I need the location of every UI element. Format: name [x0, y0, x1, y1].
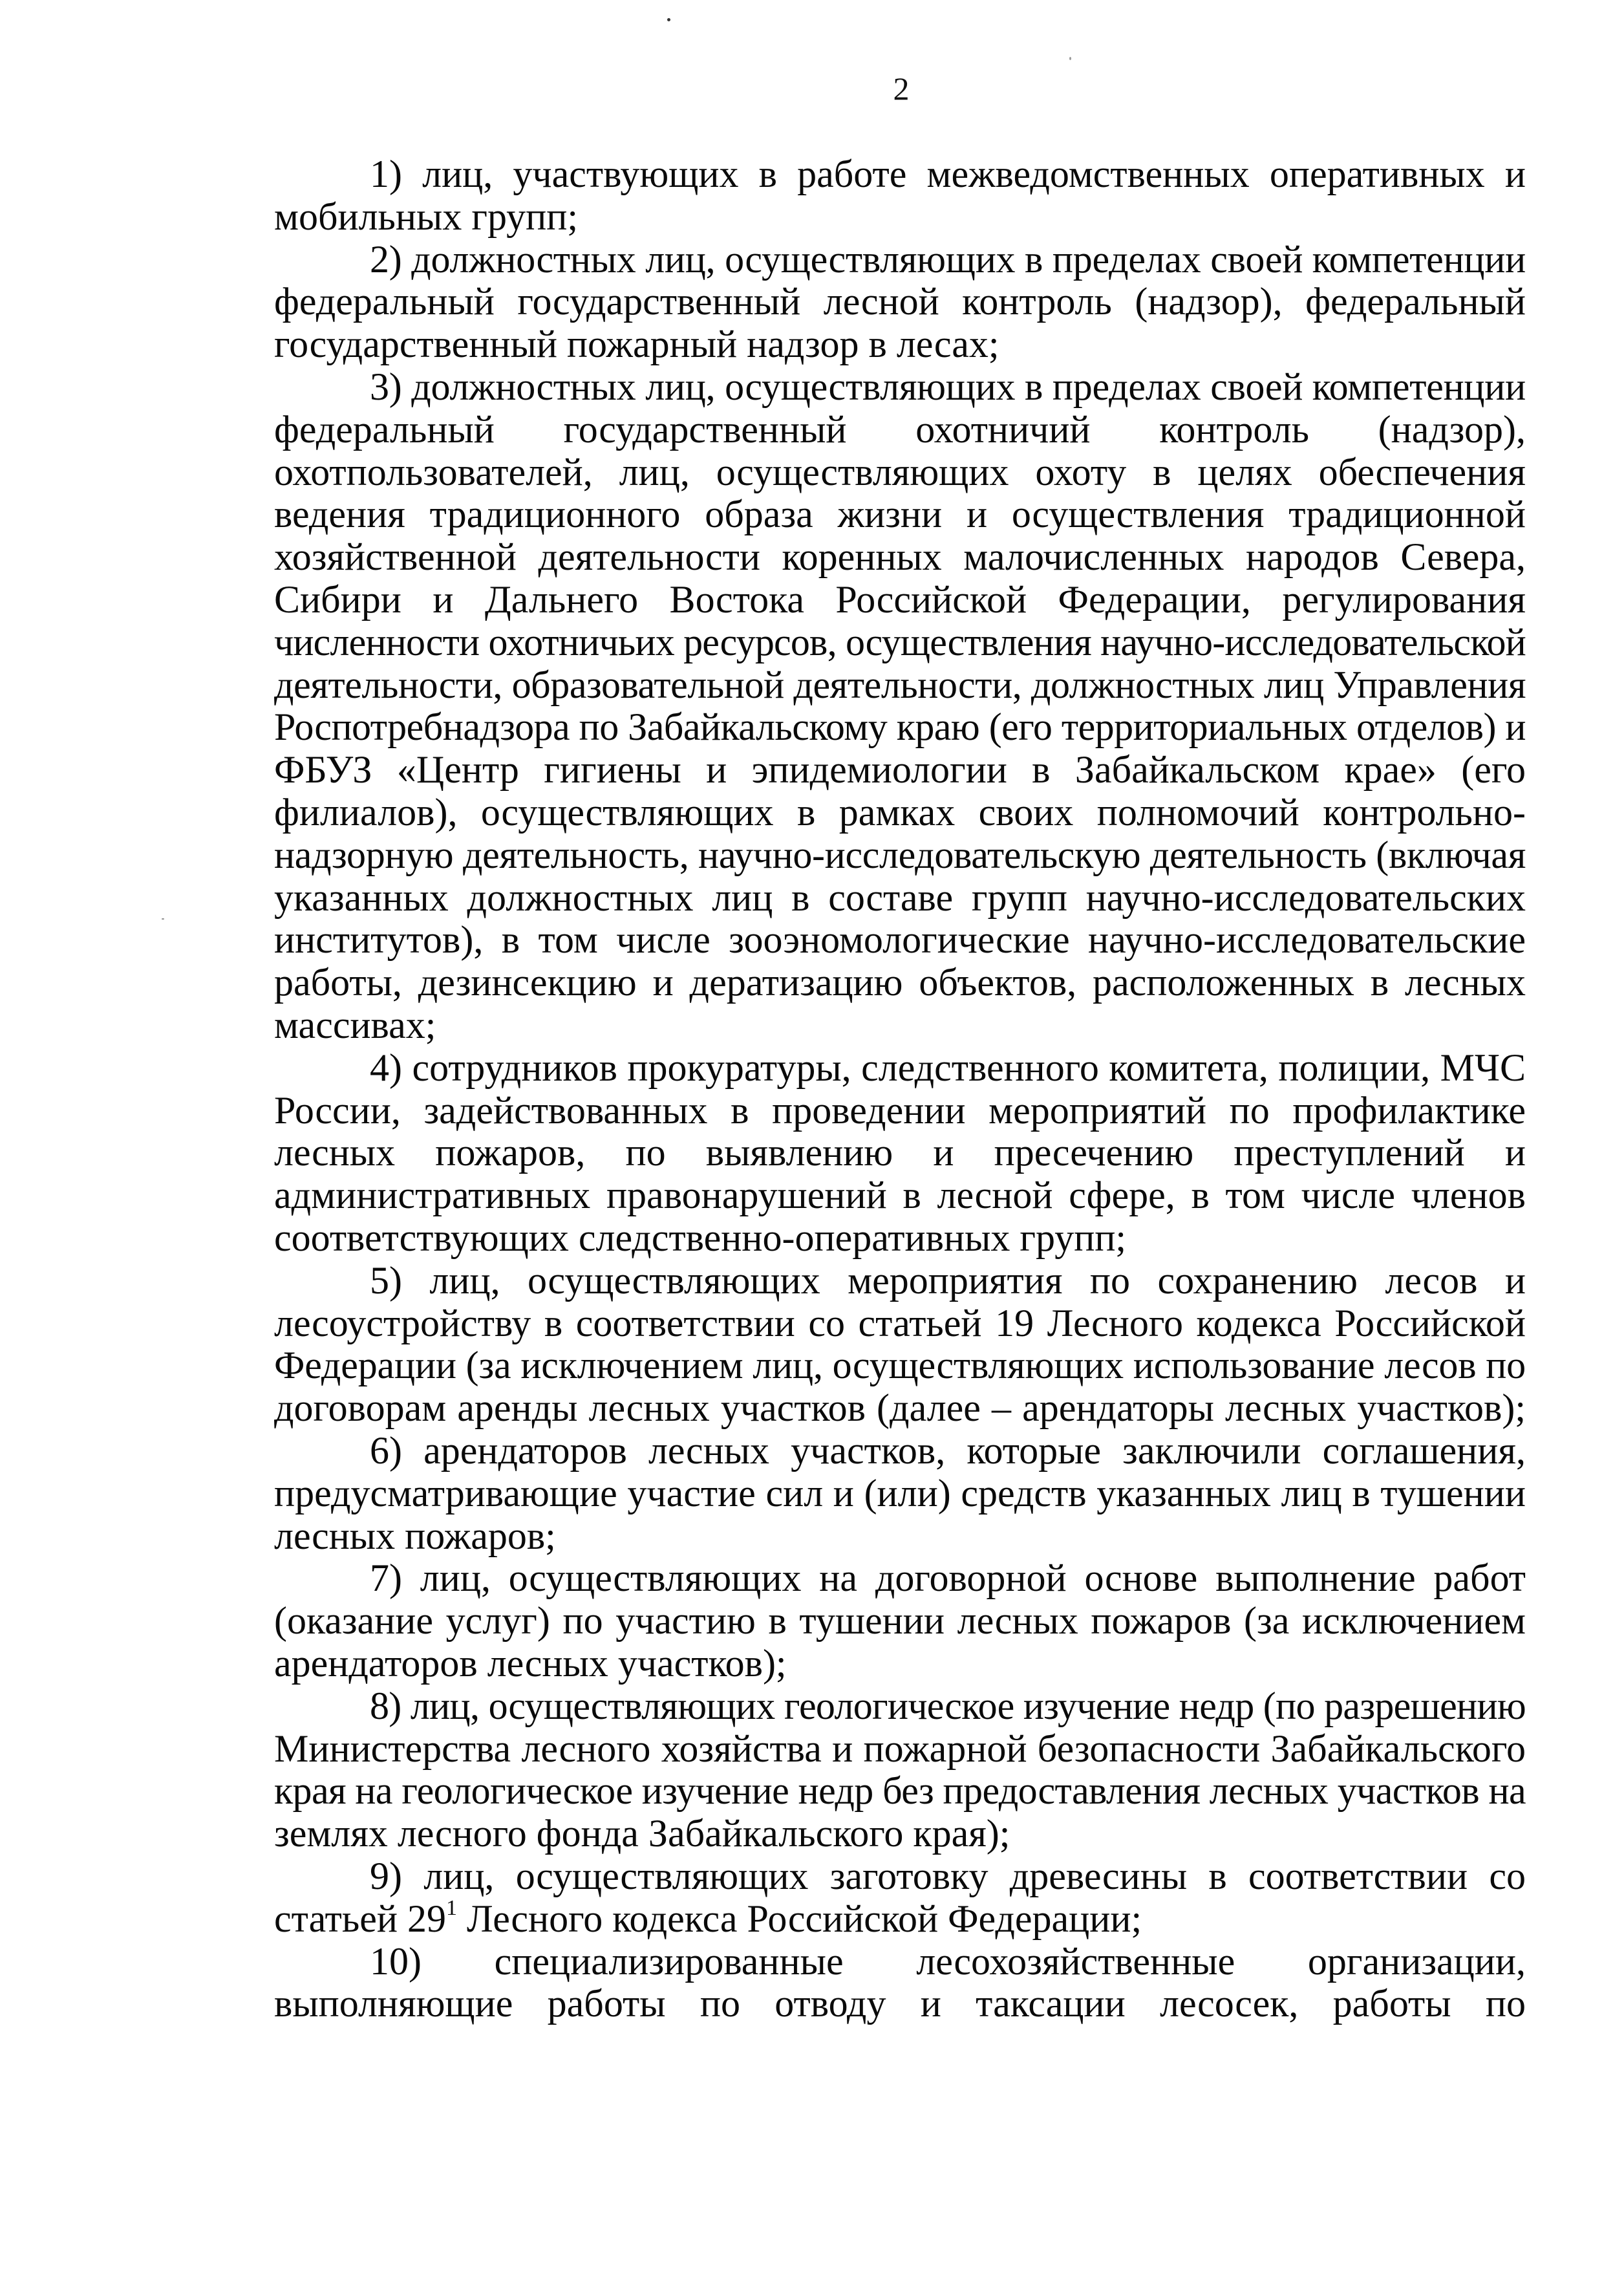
- text-line-inner: [274, 535, 1526, 578]
- text-line: [274, 323, 1526, 365]
- text-line-content: 9) лиц, осуществляющих заготовку древесины в соответствии со: [370, 1855, 1526, 1897]
- text-line: [274, 791, 1526, 834]
- text-line-inner: [370, 1429, 1526, 1472]
- text-line-content: ФБУЗ «Центр гигиены и эпидемиологии в Забайкальском крае» (его: [274, 748, 1526, 792]
- text-line: [274, 1642, 1526, 1685]
- scan-speck: [667, 18, 670, 21]
- text-line: [274, 961, 1526, 1004]
- scan-speck: [1069, 57, 1071, 60]
- text-line-content: предусматривающие участие сил и (или) средств указанных лиц в тушении: [274, 1471, 1526, 1515]
- text-line-content: численности охотничьих ресурсов, осуществления научно-исследовательской: [274, 620, 1526, 663]
- text-line-content: надзорную деятельность, научно-исследовательскую деятельность (включая: [274, 833, 1526, 876]
- text-line-content: хозяйственной деятельности коренных малочисленных народов Севера,: [274, 535, 1526, 579]
- text-line-inner: [274, 706, 1526, 748]
- text-line: [274, 451, 1526, 493]
- text-line-inner: [274, 1131, 1526, 1174]
- text-line-content: 3) должностных лиц, осуществляющих в пределах своей компетенции: [370, 365, 1526, 408]
- text-line: [274, 1769, 1526, 1812]
- text-line-inner: [274, 1727, 1526, 1770]
- text-line: [274, 1897, 1526, 1940]
- text-line-content: (оказание услуг) по участию в тушении лесных пожаров (за исключением: [274, 1599, 1526, 1643]
- text-line-inner: [274, 1174, 1526, 1216]
- text-line-content: Сибири и Дальнего Востока Российской Федерации, регулирования: [274, 578, 1526, 621]
- text-line-content: 1) лиц, участвующих в работе межведомственных оперативных и: [370, 153, 1526, 195]
- text-line: [274, 1812, 1526, 1855]
- text-line: [274, 876, 1526, 919]
- text-line-inner: [370, 1557, 1526, 1599]
- text-line-inner: [274, 451, 1526, 493]
- text-line-content: институтов), в том числе зооэномологические научно-исследовательские: [274, 918, 1526, 962]
- text-line-content: указанных должностных лиц в составе групп научно-исследовательских: [274, 876, 1526, 919]
- text-line: [274, 1131, 1526, 1174]
- text-line-content: государственный пожарный надзор в лесах;: [274, 323, 999, 366]
- text-line-content: 7) лиц, осуществляющих на договорной основе выполнение работ: [370, 1557, 1526, 1600]
- text-line: [370, 238, 1526, 281]
- scan-speck: [162, 918, 164, 920]
- text-line-inner: [370, 365, 1526, 408]
- text-line-inner: [274, 323, 999, 365]
- text-line-inner: [274, 876, 1526, 919]
- text-line: [274, 1004, 1526, 1046]
- text-line-content: 10) специализированные лесохозяйственные организации,: [370, 1939, 1526, 1983]
- text-line-inner: [274, 1004, 436, 1046]
- text-line-content: федеральный государственный лесной контроль (надзор), федеральный: [274, 280, 1526, 323]
- text-line-content: федеральный государственный охотничий контроль (надзор),: [274, 407, 1526, 451]
- text-line: [370, 1046, 1526, 1089]
- text-line-inner: [370, 1940, 1526, 1983]
- text-line: [274, 1982, 1526, 2025]
- text-line: [274, 706, 1526, 748]
- text-line-content: статьей 29: [274, 1897, 446, 1940]
- text-line-inner: [370, 153, 1526, 195]
- text-line-inner: [370, 1685, 1526, 1727]
- text-line: [370, 1940, 1526, 1983]
- text-line-content: землях лесного фонда Забайкальского края);: [274, 1812, 1010, 1855]
- text-line-inner: [274, 834, 1526, 876]
- text-line: [274, 1344, 1526, 1386]
- superscript: 1: [446, 1895, 457, 1920]
- text-line-content: мобильных групп;: [274, 195, 579, 238]
- text-line: [274, 195, 1526, 238]
- text-line: [274, 1174, 1526, 1216]
- text-line-content: края на геологическое изучение недр без предоставления лесных участков на: [274, 1769, 1526, 1813]
- text-line-inner: [370, 238, 1526, 281]
- text-line: [274, 1515, 1526, 1557]
- text-line: [274, 493, 1526, 535]
- text-line-inner: [274, 280, 1526, 323]
- text-line-inner: [370, 1046, 1526, 1089]
- text-line-content: ведения традиционного образа жизни и осуществления традиционной: [274, 493, 1526, 536]
- text-line-content: лесоустройству в соответствии со статьей 19 Лесного кодекса Российской: [274, 1301, 1526, 1344]
- text-line-inner: [274, 918, 1526, 961]
- text-line-content: арендаторов лесных участков);: [274, 1642, 787, 1685]
- text-line: [274, 1089, 1526, 1132]
- text-line-content: 8) лиц, осуществляющих геологическое изучение недр (по разрешению: [370, 1684, 1526, 1727]
- text-line: [370, 153, 1526, 195]
- text-line: [274, 621, 1526, 663]
- text-line-inner: [274, 791, 1526, 834]
- text-line-inner: [370, 1259, 1526, 1302]
- text-line-inner: [274, 1386, 1526, 1429]
- text-line-inner: [274, 1642, 787, 1685]
- text-line-inner: [274, 621, 1526, 663]
- text-line: [274, 280, 1526, 323]
- text-line-content: Роспотребнадзора по Забайкальскому краю (его территориальных отделов) и: [274, 706, 1526, 749]
- text-line-inner: [274, 1344, 1526, 1386]
- text-line-inner: [274, 195, 578, 238]
- text-line: [274, 578, 1526, 621]
- text-line-content: выполняющие работы по отводу и таксации лесосек, работы по: [274, 1982, 1526, 2025]
- text-line: [274, 1302, 1526, 1344]
- text-line-inner: [274, 1472, 1526, 1515]
- text-line-inner: [274, 1769, 1526, 1812]
- text-line: [370, 1685, 1526, 1727]
- text-line: [274, 1386, 1526, 1429]
- text-line-inner: [274, 1599, 1526, 1642]
- text-line-inner: [274, 748, 1526, 791]
- text-line: [370, 1259, 1526, 1302]
- text-line: [370, 365, 1526, 408]
- text-line-content: 6) арендаторов лесных участков, которые заключили соглашения,: [370, 1429, 1526, 1472]
- text-line-content: 5) лиц, осуществляющих мероприятия по сохранению лесов и: [370, 1258, 1526, 1302]
- text-line-content: работы, дезинсекцию и дератизацию объектов, расположенных в лесных: [274, 961, 1526, 1004]
- text-line-inner: [274, 663, 1526, 706]
- text-line-content: лесных пожаров, по выявлению и пресечению преступлений и: [274, 1131, 1526, 1174]
- text-line-content: филиалов), осуществляющих в рамках своих полномочий контрольно-: [274, 791, 1526, 834]
- text-line-content: договорам аренды лесных участков (далее – арендаторы лесных участков);: [274, 1386, 1526, 1430]
- text-line: [274, 1599, 1526, 1642]
- text-line: [274, 663, 1526, 706]
- text-line: [274, 1216, 1526, 1259]
- text-line-inner: [370, 1855, 1526, 1897]
- text-line-inner: [274, 1897, 1142, 1940]
- text-line-inner: [274, 493, 1526, 535]
- text-line-continuation: Лесного кодекса Российской Федерации;: [457, 1897, 1142, 1940]
- text-line: [274, 834, 1526, 876]
- page-number: 2: [893, 70, 910, 107]
- text-line-inner: [274, 1089, 1526, 1132]
- text-line: [274, 1727, 1526, 1770]
- text-line-inner: [274, 408, 1526, 451]
- text-line-inner: [274, 1812, 1010, 1855]
- text-line-inner: [274, 1302, 1526, 1344]
- text-line-content: 4) сотрудников прокуратуры, следственного комитета, полиции, МЧС: [370, 1046, 1526, 1089]
- text-line: [370, 1855, 1526, 1897]
- text-line-content: массивах;: [274, 1004, 436, 1046]
- text-line: [274, 918, 1526, 961]
- text-line: [274, 408, 1526, 451]
- text-line-content: России, задействованных в проведении мероприятий по профилактике: [274, 1088, 1526, 1132]
- text-line: [274, 748, 1526, 791]
- text-line-inner: [274, 961, 1526, 1004]
- text-line-inner: [274, 1515, 556, 1557]
- text-line: [370, 1557, 1526, 1599]
- text-line-content: охотпользователей, лиц, осуществляющих охоту в целях обеспечения: [274, 450, 1526, 493]
- text-line-content: лесных пожаров;: [274, 1514, 556, 1557]
- text-line-content: соответствующих следственно-оперативных групп;: [274, 1216, 1127, 1259]
- text-line: [370, 1429, 1526, 1472]
- text-line-inner: [274, 578, 1526, 621]
- text-line: [274, 535, 1526, 578]
- text-line-inner: [274, 1216, 1126, 1259]
- text-line: [274, 1472, 1526, 1515]
- text-line-content: 2) должностных лиц, осуществляющих в пределах своей компетенции: [370, 237, 1526, 281]
- text-line-inner: [274, 1982, 1526, 2025]
- text-line-content: деятельности, образовательной деятельности, должностных лиц Управления: [274, 663, 1526, 706]
- text-line-content: Министерства лесного хозяйства и пожарной безопасности Забайкальского: [274, 1727, 1526, 1770]
- text-line-content: Федерации (за исключением лиц, осуществляющих использование лесов по: [274, 1344, 1526, 1387]
- text-line-content: административных правонарушений в лесной сфере, в том числе членов: [274, 1174, 1526, 1217]
